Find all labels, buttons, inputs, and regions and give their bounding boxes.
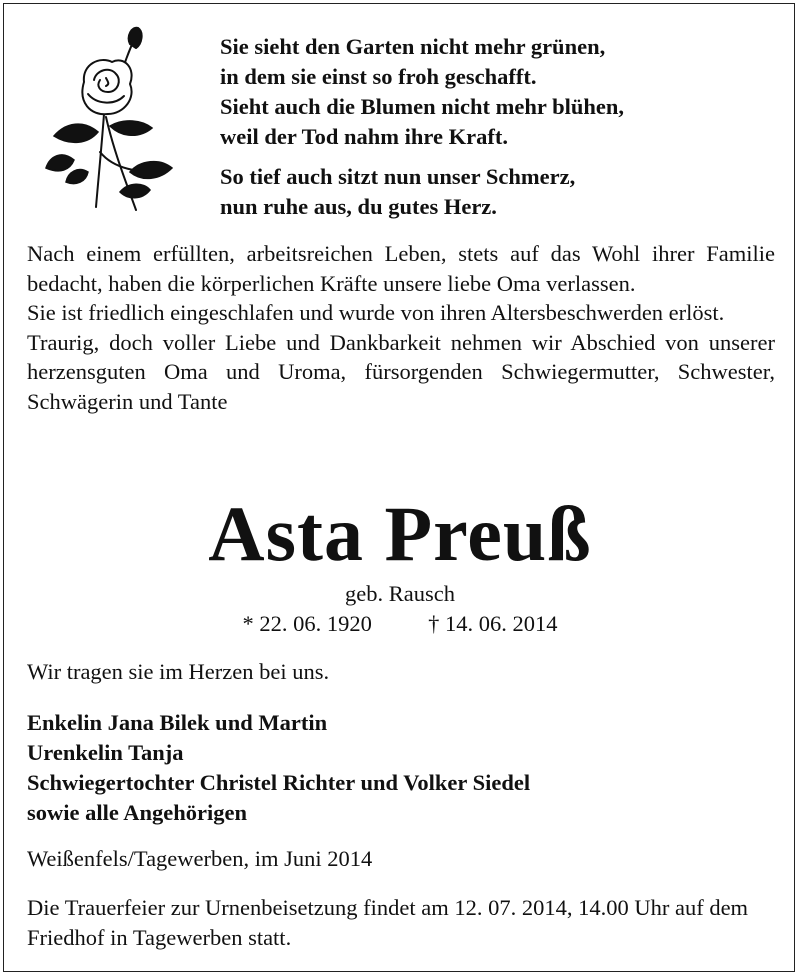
mourners bbox=[27, 708, 530, 828]
death-date: † 14. 06. 2014 bbox=[428, 611, 558, 636]
poem-line: Sieht auch die Blumen nicht mehr blühen, bbox=[220, 94, 625, 119]
poem-line: in dem sie einst so froh geschafft. bbox=[220, 64, 537, 89]
life-dates bbox=[0, 609, 800, 639]
paragraph: Traurig, doch voller Liebe und Dankbarkeit nehmen wir Abschied von unserer herzensguten Oma und Uroma, fürsorgenden Schwiegermutter, Schwester, Schwägerin und Tante bbox=[27, 329, 775, 414]
place-date: Weißenfels/Tagewerben, im Juni 2014 bbox=[27, 846, 373, 871]
birth-name: geb. Rausch bbox=[345, 581, 455, 606]
paragraph: Nach einem erfüllten, arbeitsreichen Leben, stets auf das Wohl ihrer Familie bedacht, haben die körperlichen Kräfte unsere liebe Oma verlassen. bbox=[27, 241, 775, 296]
motto: Wir tragen sie im Herzen bei uns. bbox=[27, 659, 330, 684]
ceremony-info: Die Trauerfeier zur Urnenbeisetzung findet am 12. 07. 2014, 14.00 Uhr auf dem Friedhof in Tagewerben statt. bbox=[27, 895, 749, 950]
poem bbox=[220, 32, 624, 222]
poem-line: weil der Tod nahm ihre Kraft. bbox=[220, 124, 508, 149]
paragraph: Sie ist friedlich eingeschlafen und wurde von ihren Altersbeschwerden erlöst. bbox=[27, 300, 725, 325]
mourner-line: Enkelin Jana Bilek und Martin bbox=[27, 710, 328, 735]
poem-line: nun ruhe aus, du gutes Herz. bbox=[220, 194, 497, 219]
mourner-line: Urenkelin Tanja bbox=[27, 740, 184, 765]
mourner-line: sowie alle Angehörigen bbox=[27, 800, 247, 825]
poem-line: So tief auch sitzt nun unser Schmerz, bbox=[220, 164, 576, 189]
notice-text bbox=[27, 239, 775, 416]
deceased-name: Asta Preuß bbox=[208, 490, 592, 577]
mourner-line: Schwiegertochter Christel Richter und Volker Siedel bbox=[27, 770, 531, 795]
poem-line: Sie sieht den Garten nicht mehr grünen, bbox=[220, 34, 606, 59]
birth-date: * 22. 06. 1920 bbox=[242, 611, 372, 636]
rose-icon bbox=[44, 22, 184, 212]
